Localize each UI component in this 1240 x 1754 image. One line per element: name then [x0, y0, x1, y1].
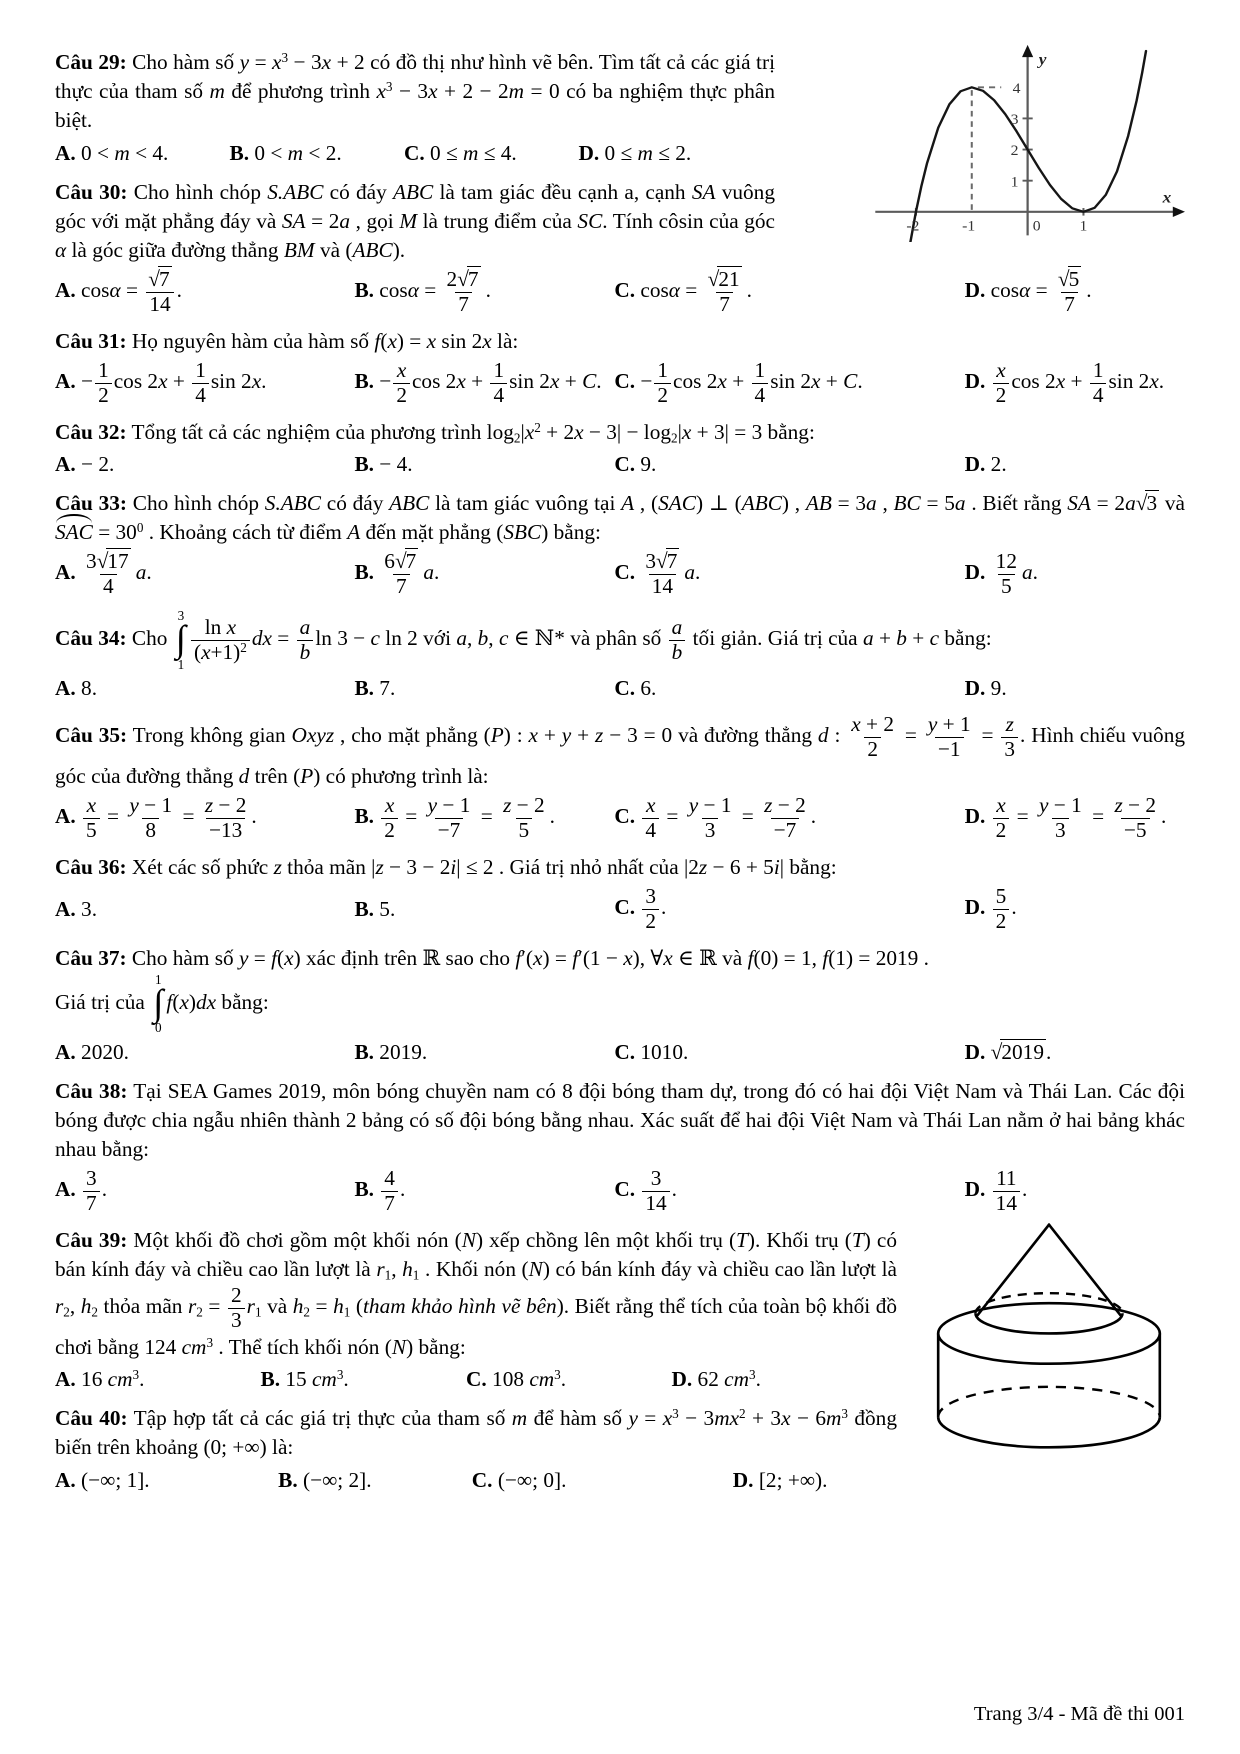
x-tick-label-minus1: -1: [962, 218, 976, 235]
question-29-text: Câu 29: Cho hàm số $y = x^3 - 3x + 2$ có đồ thị như hình vẽ bên. Tìm tất cả các giá trị thực của tham số m để phương trình $x^3 - 3x + 2 - 2m = 0$ có ba nghiệm thực phân biệt.: [55, 49, 775, 133]
question-29-option-d: D. 0 ≤ m ≤ 2.: [578, 140, 692, 165]
question-32-option-b: B. − 4.: [354, 451, 413, 476]
question-33: [55, 489, 1185, 599]
question-35-option-d: D. $\frac{x}{2}$ = $\frac{y - 1}{3}$ = $\frac{z - 2}{-5}$ .: [964, 792, 1167, 842]
question-36-option-a: A. 3.: [55, 896, 98, 921]
question-34: [55, 609, 1185, 703]
question-39-option-b: B. 15 $cm^3$.: [260, 1366, 349, 1392]
question-40-option-a: A. (−∞; 1].: [55, 1467, 150, 1492]
question-33-option-a: A. $\frac{3√17}{4}$ a.: [55, 549, 152, 599]
question-39-text: Câu 39: Một khối đồ chơi gồm một khối nón (N) xếp chồng lên một khối trụ (T). Khối trụ (T) có bán kính đáy và chiều cao lần lượt là r1, h1 . Khối nón (N) có bán kính đáy và chiều cao lần lượt là r2, h2 thỏa mãn r2 = $\frac{2}{3}$ r1 và h2 = h1 (tham khảo hình vẽ bên). Biết rằng thể tích của toàn bộ khối đồ chơi bằng 124 $cm^3$ . Thể tích khối nón (N) bằng:: [55, 1227, 897, 1359]
question-38-option-b: B. $\frac{4}{7}$ .: [354, 1166, 406, 1216]
question-31-option-b: B. − $\frac{x}{2}$ cos 2x + $\frac{1}{4}$ sin 2x + C.: [354, 358, 602, 407]
question-39-options: [55, 1365, 877, 1394]
question-37-options: [55, 1038, 1185, 1067]
question-29-option-c: C. 0 ≤ m ≤ 4.: [404, 140, 517, 165]
question-31-option-a: A. − $\frac{1}{2}$ cos 2x + $\frac{1}{4}$ sin 2x.: [55, 358, 267, 407]
question-34-option-b: B. 7.: [354, 675, 396, 700]
question-30-option-c: C. cosα = $\frac{√21}{7}$ .: [614, 267, 752, 317]
question-31-text: Câu 31: Họ nguyên hàm của hàm số f(x) = x sin 2x là:: [55, 328, 519, 353]
question-38: [55, 1077, 1185, 1216]
figure-toy-cone-cylinder: [913, 1210, 1185, 1468]
x-tick-label-minus2: -2: [906, 218, 920, 235]
question-30-text: Câu 30: Cho hình chóp S.ABC có đáy ABC là tam giác đều cạnh a, cạnh SA vuông góc với mặt phẳng đáy và SA = 2a , gọi M là trung điểm của SC. Tính côsin của góc α là góc giữa đường thẳng BM và (ABC).: [55, 179, 776, 263]
cone-right-slant: [1049, 1225, 1121, 1316]
y-tick-label-3: 3: [1010, 111, 1019, 128]
question-38-option-d: D. $\frac{11}{14}$ .: [964, 1166, 1028, 1216]
question-29-option-a: A. 0 < m < 4.: [55, 140, 169, 165]
question-36-option-d: D. $\frac{5}{2}$ .: [964, 883, 1017, 933]
question-30-options: [55, 268, 1185, 317]
question-37-option-d: D. √2019.: [964, 1039, 1052, 1064]
question-38-option-a: A. $\frac{3}{7}$ .: [55, 1166, 108, 1216]
question-36-option-b: B. 5.: [354, 896, 396, 921]
question-32-text: Câu 32: Tổng tất cả các nghiệm của phương trình $\log 2|x^2 + 2x - 3| - \log 2|x + 3| = 3$ bằng:: [55, 419, 815, 446]
question-35-option-b: B. $\frac{x}{2}$ = $\frac{y - 1}{-7}$ = $\frac{z - 2}{5}$ .: [354, 792, 555, 842]
question-32-option-c: C. 9.: [614, 451, 657, 476]
question-39: [55, 1226, 1185, 1394]
page-footer-text: Trang 3/4 - Mã đề thi 001: [973, 1702, 1185, 1725]
question-39-option-c: C. 108 $cm^3$.: [466, 1366, 567, 1392]
question-34-option-a: A. 8.: [55, 675, 98, 700]
question-33-text: Câu 33: Cho hình chóp S.ABC có đáy ABC là tam giác vuông tại A , (SAC) ⊥ (ABC) , AB = 3a , BC = 5a . Biết rằng SA = 2a√3 và SAC = $30^0$ . Khoảng cách từ điểm A đến mặt phẳng (SBC) bằng:: [55, 489, 1185, 547]
question-40-option-d: D. [2; +∞).: [732, 1467, 828, 1492]
x-tick-label-0: 0: [1032, 218, 1041, 235]
question-33-option-b: B. $\frac{6√7}{7}$ a.: [354, 549, 440, 599]
question-30-option-b: B. cosα = $\frac{2√7}{7}$ .: [354, 267, 491, 317]
question-31: [55, 327, 1185, 408]
question-36: [55, 853, 1185, 934]
question-32-option-d: D. 2.: [964, 451, 1007, 476]
toy-figure-svg: [913, 1210, 1185, 1468]
question-39-option-d: D. 62 $cm^3$.: [671, 1366, 761, 1392]
question-31-option-c: C. − $\frac{1}{2}$ cos 2x + $\frac{1}{4}$ sin 2x + C.: [614, 358, 863, 407]
question-34-options: [55, 674, 1185, 703]
question-37: [55, 944, 1185, 1067]
question-29-options: [55, 139, 753, 168]
x-axis-arrow: [1173, 207, 1185, 217]
question-29-option-b: B. 0 < m < 2.: [229, 140, 342, 165]
cylinder-bottom-back-arc: [938, 1387, 1160, 1417]
question-36-text: Câu 36: Xét các số phức z thỏa mãn |z − 3 − 2i| ≤ 2 . Giá trị nhỏ nhất của |2z − 6 + 5i| bằng:: [55, 854, 837, 879]
question-32: [55, 418, 1185, 479]
question-37-option-c: C. 1010.: [614, 1039, 689, 1064]
question-37-text: Giá trị của 1 ∫ 0 f(x)dx bằng:: [55, 971, 269, 1036]
x-axis-label: x: [1162, 187, 1172, 207]
question-40-text: Câu 40: Tập hợp tất cả các giá trị thực của tham số m để hàm số $y = x^3 - 3mx^2 + 3x - 6m^3$ đồng biến trên khoảng (0; +∞) là:: [55, 1406, 897, 1460]
x-tick-label-1: 1: [1079, 218, 1088, 235]
cylinder-bottom-front-arc: [938, 1417, 1160, 1447]
question-37-option-a: A. 2020.: [55, 1039, 129, 1064]
question-35-option-c: C. $\frac{x}{4}$ = $\frac{y - 1}{3}$ = $\frac{z - 2}{-7}$ .: [614, 792, 817, 842]
figure-cubic-graph: [789, 42, 1185, 242]
question-35-text: Câu 35: Trong không gian Oxyz , cho mặt phẳng (P) : x + y + z − 3 = 0 và đường thẳng d : $\frac{x + 2}{2}$ = $\frac{y + 1}{-1}$ = $\frac{z}{3}$ . Hình chiếu vuông góc của đường thẳng d trên (P) có phương trình là:: [55, 712, 1185, 788]
y-tick-label-4: 4: [1012, 80, 1021, 97]
y-tick-label-1: 1: [1010, 173, 1019, 191]
cone-base-front-arc: [975, 1313, 1122, 1333]
question-37-text: Câu 37: Cho hàm số y = f(x) xác định trên ℝ sao cho f′(x) = f′(1 − x), ∀x ∈ ℝ và f(0) = 1, f(1) = 2019 .: [55, 945, 929, 970]
question-30-option-d: D. cosα = $\frac{√5}{7}$ .: [964, 267, 1092, 317]
question-35: [55, 713, 1185, 843]
y-tick-label-2: 2: [1010, 142, 1019, 160]
y-axis-label: y: [1038, 50, 1047, 69]
question-33-options: [55, 550, 1185, 599]
question-34-option-d: D. 9.: [964, 675, 1007, 700]
question-30-option-a: A. cosα = $\frac{√7}{14}$ .: [55, 267, 182, 317]
question-36-options: [55, 885, 1185, 934]
question-40-option-b: B. (−∞; 2].: [278, 1467, 372, 1492]
question-33-option-d: D. $\frac{12}{5}$ a.: [964, 549, 1038, 599]
question-35-options: [55, 794, 1185, 843]
question-34-text: Câu 34: Cho 3 ∫ 1 $\frac{\text{ln x}}{(x+1)^2}$ dx = $\frac{a}{b}$ ln 3 − c ln 2 với a, b, c ∈ ℕ* và phân số $\frac{a}{b}$ tối giản. Giá trị của a + b + c bằng:: [55, 608, 992, 672]
question-31-option-d: D. $\frac{x}{2}$ cos 2x + $\frac{1}{4}$ sin 2x.: [964, 358, 1165, 407]
question-40-options: [55, 1466, 897, 1495]
question-40-option-c: C. (−∞; 0].: [471, 1467, 567, 1492]
question-32-options: [55, 450, 1185, 479]
question-38-text: Câu 38: Tại SEA Games 2019, môn bóng chuyền nam có 8 đội bóng tham dự, trong đó có hai đội Việt Nam và Thái Lan. Các đội bóng được chia ngẫu nhiên thành 2 bảng có số đội bóng bằng nhau. Xác suất để hai đội Việt Nam và Thái Lan nằm ở hai bảng khác nhau bằng:: [55, 1078, 1185, 1162]
question-39-option-a: A. 16 $cm^3$.: [55, 1366, 145, 1392]
cubic-graph-svg: [789, 42, 1185, 242]
page-footer: [974, 1700, 1185, 1728]
question-31-options: [55, 359, 1185, 408]
question-35-option-a: A. $\frac{x}{5}$ = $\frac{y - 1}{8}$ = $\frac{z - 2}{-13}$ .: [55, 792, 257, 842]
question-34-option-c: C. 6.: [614, 675, 657, 700]
question-36-option-c: C. $\frac{3}{2}$ .: [614, 883, 667, 933]
question-33-option-c: C. $\frac{3√7}{14}$ a.: [614, 549, 701, 599]
y-axis-arrow: [1022, 45, 1033, 57]
question-38-options: [55, 1167, 1185, 1216]
question-32-option-a: A. − 2.: [55, 451, 115, 476]
question-38-option-c: C. $\frac{3}{14}$ .: [614, 1166, 677, 1216]
questions-list: [55, 48, 1185, 1495]
question-37-option-b: B. 2019.: [354, 1039, 428, 1064]
